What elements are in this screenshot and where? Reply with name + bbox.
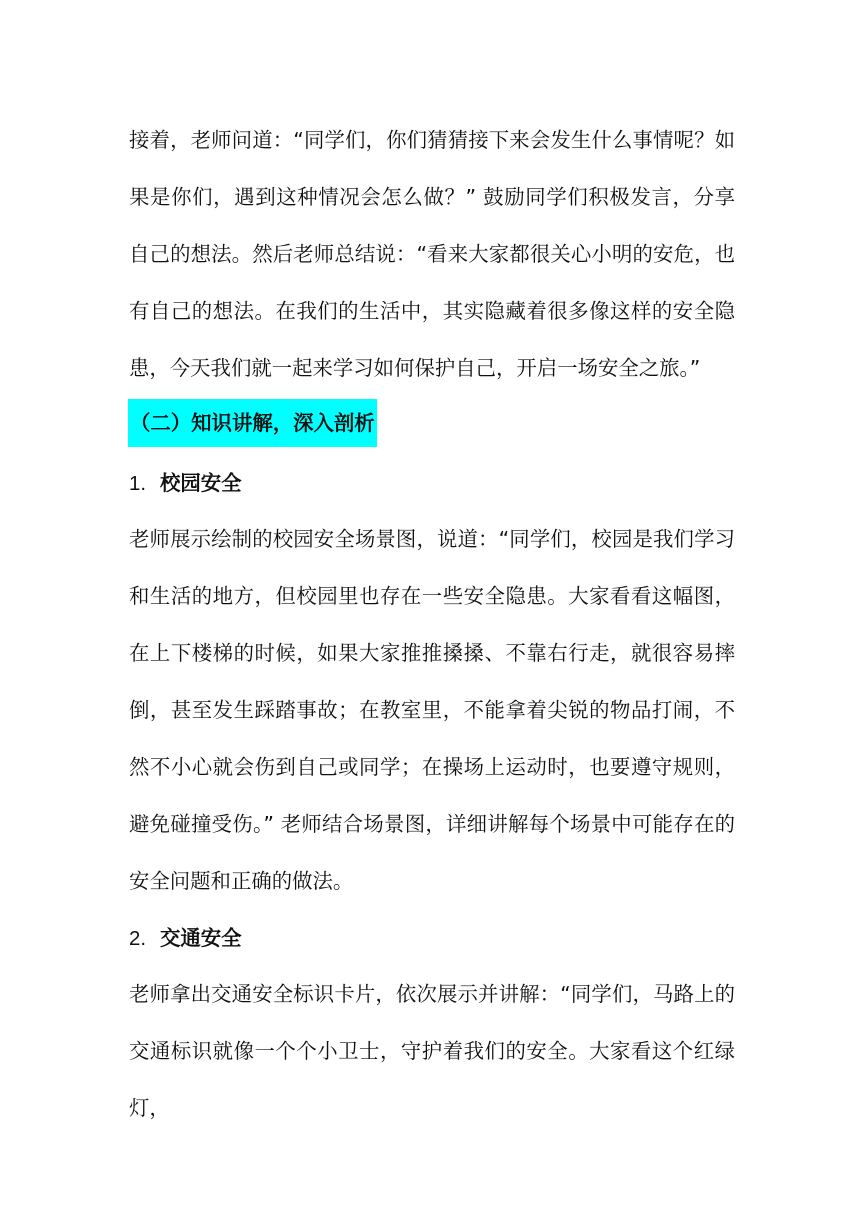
traffic-paragraph: 老师拿出交通安全标识卡片，依次展示并讲解：“同学们，马路上的交通标识就像一个个小卫士，守护着我们的安全。大家看这个红绿灯， xyxy=(129,982,735,1120)
item-number: 1. xyxy=(129,473,147,495)
item-heading-traffic xyxy=(129,910,735,966)
intro-paragraph: 接着，老师问道：“同学们，你们猜猜接下来会发生什么事情呢？如果是你们，遇到这种情况会怎么做？” 鼓励同学们积极发言，分享自己的想法。然后老师总结说：“看来大家都很关心小明的安危，也有自己的想法。在我们的生活中，其实隐藏着很多像这样的安全隐患，今天我们就一起来学习如何保护自己，开启一场安全之旅。” xyxy=(129,128,735,380)
item-number: 2. xyxy=(129,928,147,950)
item-title: 交通安全 xyxy=(160,926,242,950)
section-heading: （二）知识讲解，深入剖析 xyxy=(128,399,377,447)
item-title: 校园安全 xyxy=(160,471,242,495)
section-heading-row xyxy=(129,399,735,447)
campus-paragraph: 老师展示绘制的校园安全场景图，说道：“同学们，校园是我们学习和生活的地方，但校园里也存在一些安全隐患。大家看看这幅图，在上下楼梯的时候，如果大家推推搡搡、不靠右行走，就很容易摔倒，甚至发生踩踏事故；在教室里，不能拿着尖锐的物品打闹，不然不小心就会伤到自己或同学；在操场上运动时，也要遵守规则，避免碰撞受伤。” 老师结合场景图，详细讲解每个场景中可能存在的安全问题和正确的做法。 xyxy=(129,527,735,893)
item-heading-campus xyxy=(129,455,735,511)
document-content xyxy=(129,112,735,1137)
